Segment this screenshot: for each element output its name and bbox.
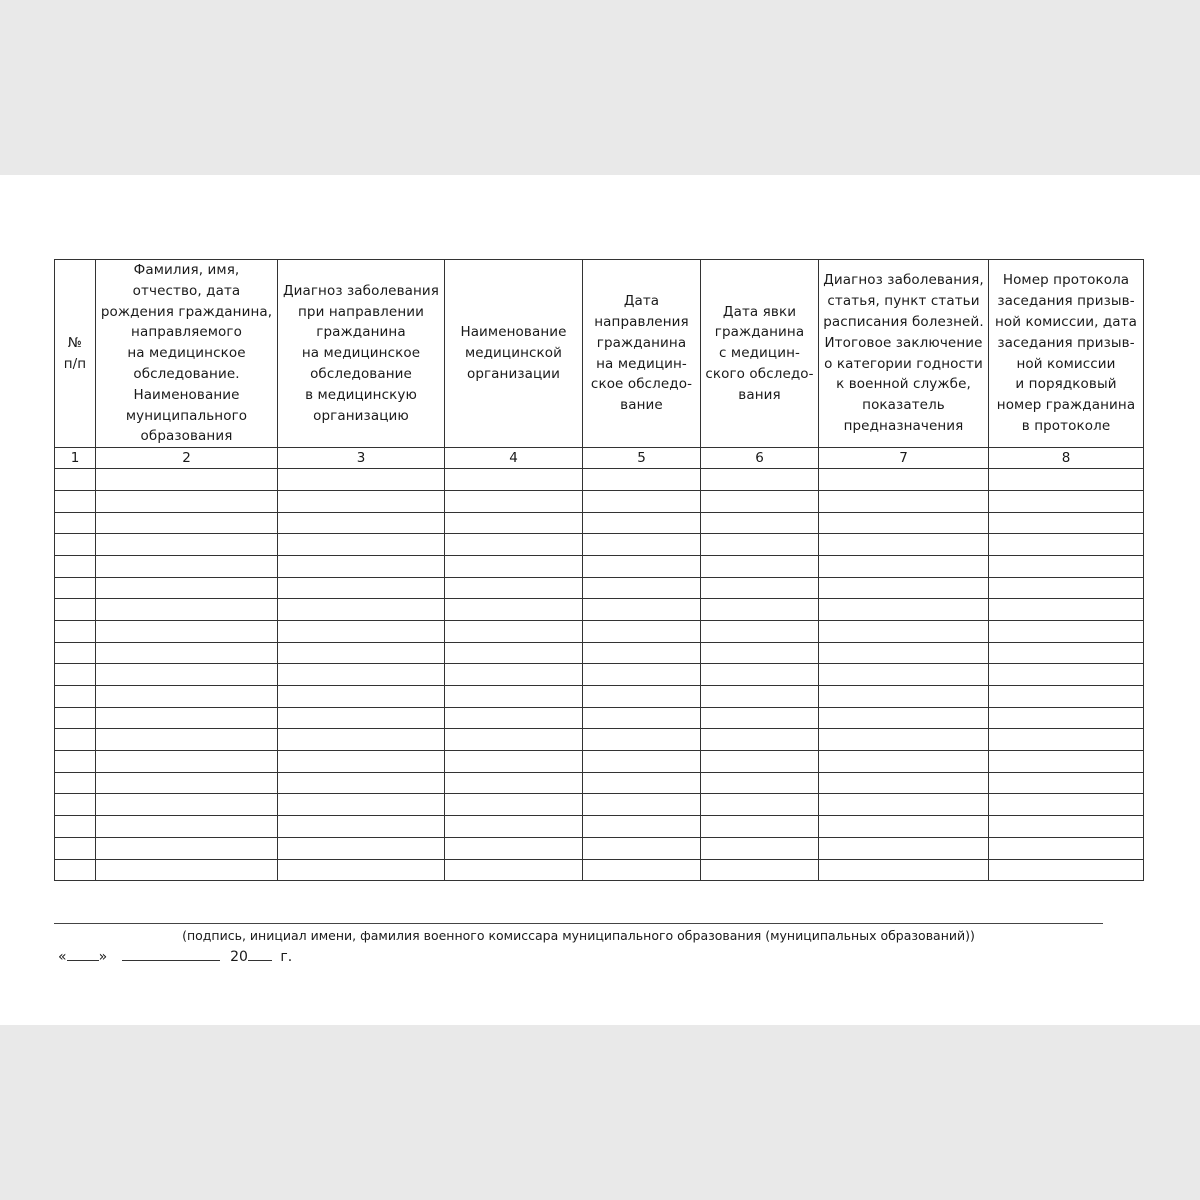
table-cell	[96, 707, 278, 729]
column-header: Диагноз заболевания, статья, пункт статьи расписания болезней. Итоговое заключение о категории годности к военной службе, показатель предназначения	[819, 260, 989, 448]
table-cell	[819, 772, 989, 794]
table-cell	[819, 751, 989, 773]
table-cell	[701, 816, 819, 838]
column-number: 4	[445, 448, 583, 469]
table-cell	[55, 469, 96, 491]
table-cell	[55, 859, 96, 881]
table-cell	[701, 512, 819, 534]
table-cell	[278, 751, 445, 773]
table-cell	[819, 620, 989, 642]
table-cell	[96, 686, 278, 708]
table-cell	[701, 469, 819, 491]
table-row	[55, 686, 1144, 708]
column-header: Диагноз заболевания при направлении гражданина на медицинское обследование в медицинскую организацию	[278, 260, 445, 448]
table-cell	[445, 751, 583, 773]
table-row	[55, 555, 1144, 577]
table-cell	[278, 599, 445, 621]
table-cell	[989, 686, 1144, 708]
table-cell	[989, 534, 1144, 556]
table-cell	[583, 729, 701, 751]
table-cell	[55, 490, 96, 512]
table-cell	[989, 555, 1144, 577]
table-cell	[583, 534, 701, 556]
table-cell	[583, 751, 701, 773]
table-cell	[701, 686, 819, 708]
table-cell	[583, 555, 701, 577]
table-cell	[989, 620, 1144, 642]
table-cell	[278, 794, 445, 816]
column-number: 1	[55, 448, 96, 469]
column-header: Наименование медицинской организации	[445, 260, 583, 448]
table-cell	[278, 555, 445, 577]
table-cell	[445, 859, 583, 881]
table-cell	[55, 512, 96, 534]
table-cell	[445, 729, 583, 751]
table-cell	[583, 469, 701, 491]
date-close-quote: »	[98, 949, 108, 965]
table-cell	[96, 859, 278, 881]
table-cell	[701, 490, 819, 512]
table-cell	[445, 664, 583, 686]
table-cell	[819, 534, 989, 556]
table-cell	[701, 772, 819, 794]
register-table	[54, 259, 1144, 881]
column-number: 5	[583, 448, 701, 469]
column-number: 3	[278, 448, 445, 469]
table-cell	[819, 577, 989, 599]
column-header: № п/п	[55, 260, 96, 448]
table-cell	[989, 794, 1144, 816]
table-cell	[55, 620, 96, 642]
table-cell	[445, 599, 583, 621]
table-row	[55, 772, 1144, 794]
table-row	[55, 642, 1144, 664]
column-header: Дата явки гражданина с медицин- ского обследо- вания	[701, 260, 819, 448]
table-cell	[445, 794, 583, 816]
table-cell	[278, 664, 445, 686]
table-cell	[96, 642, 278, 664]
table-cell	[278, 534, 445, 556]
table-cell	[701, 664, 819, 686]
table-row	[55, 490, 1144, 512]
table-cell	[583, 794, 701, 816]
year-suffix: г.	[280, 949, 293, 965]
table-row	[55, 816, 1144, 838]
table-cell	[583, 816, 701, 838]
column-number: 8	[989, 448, 1144, 469]
table-cell	[583, 620, 701, 642]
year-blank	[248, 948, 272, 961]
table-cell	[278, 707, 445, 729]
table-cell	[701, 751, 819, 773]
table-row	[55, 664, 1144, 686]
table-cell	[96, 490, 278, 512]
table-row	[55, 620, 1144, 642]
table-cell	[819, 859, 989, 881]
table-row	[55, 707, 1144, 729]
table-cell	[278, 512, 445, 534]
table-cell	[55, 816, 96, 838]
table-row	[55, 512, 1144, 534]
table-cell	[701, 837, 819, 859]
table-cell	[445, 816, 583, 838]
table-row	[55, 837, 1144, 859]
table-row	[55, 859, 1144, 881]
table-cell	[445, 534, 583, 556]
table-cell	[445, 620, 583, 642]
table-cell	[96, 729, 278, 751]
table-cell	[701, 859, 819, 881]
table-cell	[445, 686, 583, 708]
table-cell	[96, 620, 278, 642]
month-blank	[122, 948, 220, 961]
date-line	[58, 948, 292, 965]
column-header: Фамилия, имя, отчество, дата рождения гражданина, направляемого на медицинское обследование. Наименование муниципального образования	[96, 260, 278, 448]
table-cell	[819, 729, 989, 751]
table-cell	[989, 642, 1144, 664]
table-cell	[55, 686, 96, 708]
column-number: 7	[819, 448, 989, 469]
table-cell	[989, 577, 1144, 599]
table-cell	[701, 534, 819, 556]
table-cell	[445, 642, 583, 664]
table-cell	[278, 620, 445, 642]
table-cell	[583, 686, 701, 708]
signature-caption: (подпись, инициал имени, фамилия военного комиссара муниципального образования (муниципальных образований))	[182, 928, 975, 943]
table-cell	[989, 707, 1144, 729]
table-cell	[96, 664, 278, 686]
table-cell	[445, 577, 583, 599]
table-cell	[701, 599, 819, 621]
table-cell	[701, 642, 819, 664]
column-number: 2	[96, 448, 278, 469]
date-open-quote: «	[58, 949, 67, 965]
table-cell	[819, 707, 989, 729]
table-cell	[55, 664, 96, 686]
table-cell	[55, 729, 96, 751]
table-cell	[55, 772, 96, 794]
table-cell	[445, 772, 583, 794]
table-cell	[989, 664, 1144, 686]
table-cell	[583, 859, 701, 881]
table-row	[55, 599, 1144, 621]
table-cell	[55, 555, 96, 577]
table-cell	[96, 512, 278, 534]
table-cell	[445, 707, 583, 729]
table-cell	[583, 490, 701, 512]
table-cell	[701, 577, 819, 599]
table-cell	[819, 469, 989, 491]
table-row	[55, 577, 1144, 599]
table-cell	[819, 816, 989, 838]
table-cell	[278, 577, 445, 599]
table-cell	[583, 577, 701, 599]
table-cell	[819, 642, 989, 664]
table-cell	[96, 577, 278, 599]
document-page	[0, 175, 1200, 1025]
table-cell	[701, 555, 819, 577]
year-prefix: 20	[230, 949, 248, 965]
table-cell	[989, 512, 1144, 534]
table-cell	[583, 837, 701, 859]
table-cell	[96, 772, 278, 794]
table-cell	[96, 534, 278, 556]
table-cell	[278, 837, 445, 859]
column-number-row	[55, 448, 1144, 469]
table-cell	[583, 642, 701, 664]
table-cell	[96, 599, 278, 621]
table-cell	[583, 664, 701, 686]
table-cell	[278, 490, 445, 512]
table-cell	[819, 664, 989, 686]
table-cell	[278, 686, 445, 708]
table-cell	[96, 555, 278, 577]
table-cell	[278, 859, 445, 881]
table-cell	[989, 599, 1144, 621]
column-header: Номер протокола заседания призыв- ной комиссии, дата заседания призыв- ной комиссии и порядковый номер гражданина в протоколе	[989, 260, 1144, 448]
table-cell	[819, 555, 989, 577]
table-cell	[583, 707, 701, 729]
table-cell	[445, 469, 583, 491]
table-cell	[989, 772, 1144, 794]
table-cell	[989, 490, 1144, 512]
table-row	[55, 794, 1144, 816]
table-cell	[55, 707, 96, 729]
table-cell	[55, 751, 96, 773]
table-cell	[819, 794, 989, 816]
table-cell	[701, 620, 819, 642]
table-cell	[819, 512, 989, 534]
table-cell	[55, 642, 96, 664]
table-cell	[819, 837, 989, 859]
table-cell	[819, 490, 989, 512]
column-header: Дата направления гражданина на медицин- ское обследо- вание	[583, 260, 701, 448]
table-cell	[989, 729, 1144, 751]
signature-line	[54, 923, 1103, 924]
day-blank	[67, 948, 99, 961]
table-cell	[55, 577, 96, 599]
table-cell	[278, 816, 445, 838]
table-cell	[701, 729, 819, 751]
table-row	[55, 729, 1144, 751]
table-cell	[989, 859, 1144, 881]
table-cell	[96, 837, 278, 859]
table-cell	[989, 751, 1144, 773]
table-cell	[989, 469, 1144, 491]
table-cell	[55, 837, 96, 859]
table-cell	[55, 794, 96, 816]
header-row	[55, 260, 1144, 448]
table-cell	[989, 837, 1144, 859]
table-cell	[583, 772, 701, 794]
table-row	[55, 751, 1144, 773]
table-cell	[55, 534, 96, 556]
table-cell	[96, 816, 278, 838]
table-cell	[701, 794, 819, 816]
table-cell	[819, 686, 989, 708]
table-cell	[445, 512, 583, 534]
table-cell	[445, 837, 583, 859]
table-cell	[278, 642, 445, 664]
column-number: 6	[701, 448, 819, 469]
table-row	[55, 534, 1144, 556]
table-cell	[701, 707, 819, 729]
table-cell	[96, 469, 278, 491]
table-cell	[989, 816, 1144, 838]
table-cell	[96, 794, 278, 816]
blank-rows	[55, 469, 1144, 881]
table-cell	[583, 599, 701, 621]
table-cell	[445, 490, 583, 512]
table-cell	[819, 599, 989, 621]
table-cell	[55, 599, 96, 621]
table-cell	[278, 469, 445, 491]
table-cell	[583, 512, 701, 534]
table-cell	[278, 729, 445, 751]
table-row	[55, 469, 1144, 491]
table-cell	[278, 772, 445, 794]
table-cell	[96, 751, 278, 773]
table-cell	[445, 555, 583, 577]
